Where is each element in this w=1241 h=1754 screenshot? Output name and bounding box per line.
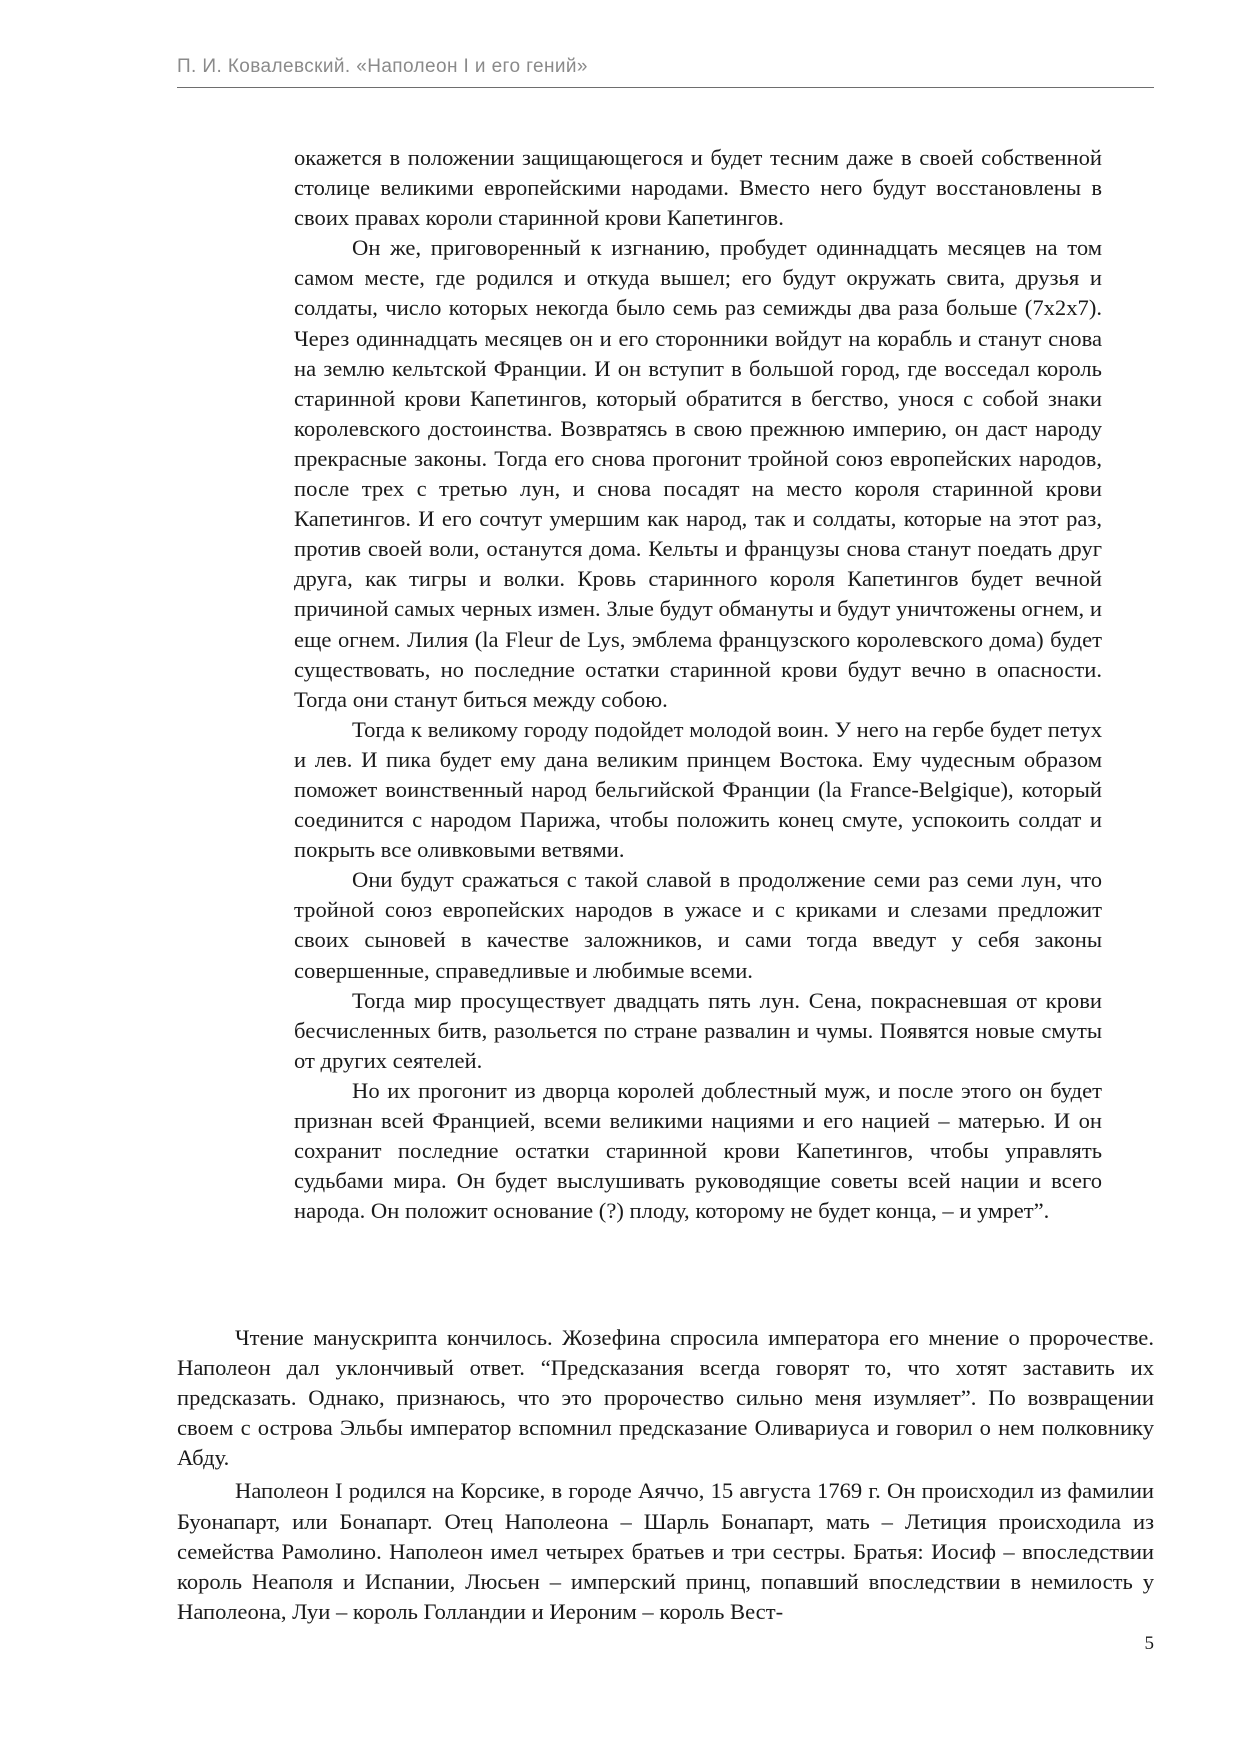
page-number: 5 [1144,1633,1154,1654]
body-paragraph: Наполеон I родился на Корсике, в городе Аяччо, 15 августа 1769 г. Он происходил из фамилии Буонапарт, или Бонапарт. Отец Наполеона – Шарль Бонапарт, мать – Летиция происходила из семейства Рамолино. Наполеон имел четырех братьев и три сестры. Братья: Иосиф – впоследствии король Неаполя и Испании, Люсьен – имперский принц, попавший впоследствии в немилость у Наполеона, Луи – король Голландии и Иероним – король Вест- [177,1478,1154,1624]
prophecy-quote-block [294,143,1102,1226]
quote-paragraph: окажется в положении защищающегося и будет тесним даже в своей собственной столице великими европейскими народами. Вместо него будут восстановлены в своих правах короли старинной крови Капетингов. [294,145,1102,231]
header-divider [177,87,1154,88]
quote-paragraph: Они будут сражаться с такой славой в продолжение семи раз семи лун, что тройной союз европейских народов в ужасе и с криками и слезами предложит своих сыновей в качестве заложников, и сами тогда введут у себя законы совершенные, справедливые и любимые всеми. [294,867,1102,983]
body-paragraph: Чтение манускрипта кончилось. Жозефина спросила императора его мнение о пророчестве. Наполеон дал уклончивый ответ. “Предсказания всегда говорят то, что хотят заставить их предсказать. Однако, признаюсь, что это пророчество сильно меня изумляет”. По возвращении своем с острова Эльбы император вспомнил предсказание Оливариуса и говорил о нем полковнику Абду. [177,1325,1154,1471]
quote-paragraph: Тогда к великому городу подойдет молодой воин. У него на гербе будет петух и лев. И пика будет ему дана великим принцем Востока. Ему чудесным образом поможет воинственный народ бельгийской Франции (la France-Belgique), который соединится с народом Парижа, чтобы положить конец смуте, успокоить солдат и покрыть все оливковыми ветвями. [294,716,1102,863]
quote-paragraph: Но их прогонит из дворца королей доблестный муж, и после этого он будет признан всей Францией, всеми великими нациями и его нацией – матерью. И он сохранит последние остатки старинной крови Капетингов, чтобы управлять судьбами мира. Он будет выслушивать руководящие советы всей нации и всего народа. Он положит основание (?) плоду, которому не будет конца, – и умрет”. [294,1077,1102,1224]
quote-paragraph: Тогда мир просуществует двадцать пять лун. Сена, покрасневшая от крови бесчисленных битв, разольется по стране развалин и чумы. Появятся новые смуты от других сеятелей. [294,987,1102,1073]
quote-paragraph: Он же, приговоренный к изгнанию, пробудет одиннадцать месяцев на том самом месте, где родился и откуда вышел; его будут окружать свита, друзья и солдаты, число которых некогда было семь раз семижды два раза больше (7х2х7). Через одиннадцать месяцев он и его сторонники войдут на корабль и станут снова на землю кельтской Франции. И он вступит в большой город, где восседал король старинной крови Капетингов, который обратится в бегство, унося с собой знаки королевского достоинства. Возвратясь в свою прежнюю империю, он даст народу прекрасные законы. Тогда его снова прогонит тройной союз европейских народов, после трех с третью лун, и снова посадят на место короля старинной крови Капетингов. И его сочтут умершим как народ, так и солдаты, которые на этот раз, против своей воли, останутся дома. Кельты и французы снова станут поедать друг друга, как тигры и волки. Кровь старинного короля Капетингов будет вечной причиной самых черных измен. Злые будут обмануты и будут уничтожены огнем, и еще огнем. Лилия (la Fleur de Lys, эмблема французского королевского дома) будет существовать, но последние остатки старинной крови будут вечно в опасности. Тогда они станут биться между собою. [294,235,1102,712]
running-header: П. И. Ковалевский. «Наполеон I и его гений» [177,56,588,77]
main-text [177,1323,1154,1630]
